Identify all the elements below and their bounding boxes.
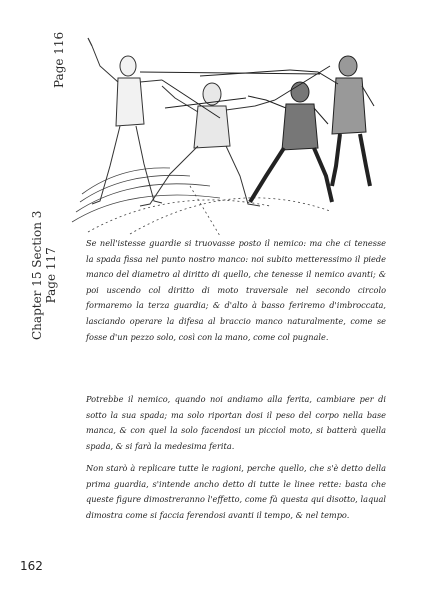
chapter-page-label: Page 117 — [44, 247, 58, 304]
fencer-middle-right — [248, 82, 332, 202]
fencer-middle-left — [140, 83, 275, 206]
paragraph-1: Se nell'istesse guardie si truovasse posto il nemico: ma che ci tenesse la spada fissa nel punto nostro manco: noi subito metteressimo il piede manco del diametro al diritto di quello, che tenesse il nemico avanti; & poi uscendo col diritto di moto traversale nel secondo circolo formaremo la terza guardia; & d'alto à basso feriremo d'imbroccata, lasciando operare la difesa al braccio manco naturalmente, come se fosse d'un pezzo solo, così con la mano, come col pugnale. — [86, 238, 386, 342]
page-number: 162 — [20, 559, 43, 573]
fencing-illustration — [70, 36, 380, 238]
side-label-top: Page 116 — [52, 31, 66, 88]
fencer-left — [88, 38, 162, 204]
paragraph-3: Non starò à replicare tutte le ragioni, perche quello, che s'è detto della prima guardia, s'intende ancho detto di tutte le linee rette: basta che queste figure dimostreranno l'effetto, come fà questa qui disotto, laqual dimostra come si faccia ferendosi avanti il tempo, & nel tempo. — [86, 463, 386, 520]
side-label-chapter — [30, 211, 58, 340]
chapter-section-label: Chapter 15 Section 3 — [30, 210, 44, 340]
ground-circles — [72, 168, 330, 236]
paragraph-2: Potrebbe il nemico, quando noi andiamo alla ferita, cambiare per di sotto la sua spada; ma solo riportan dosi il peso del corpo nella base manca, & con quel la solo facendosi un picciol moto, si batterà quella spada, & si farà la medesima ferita. — [86, 394, 386, 451]
